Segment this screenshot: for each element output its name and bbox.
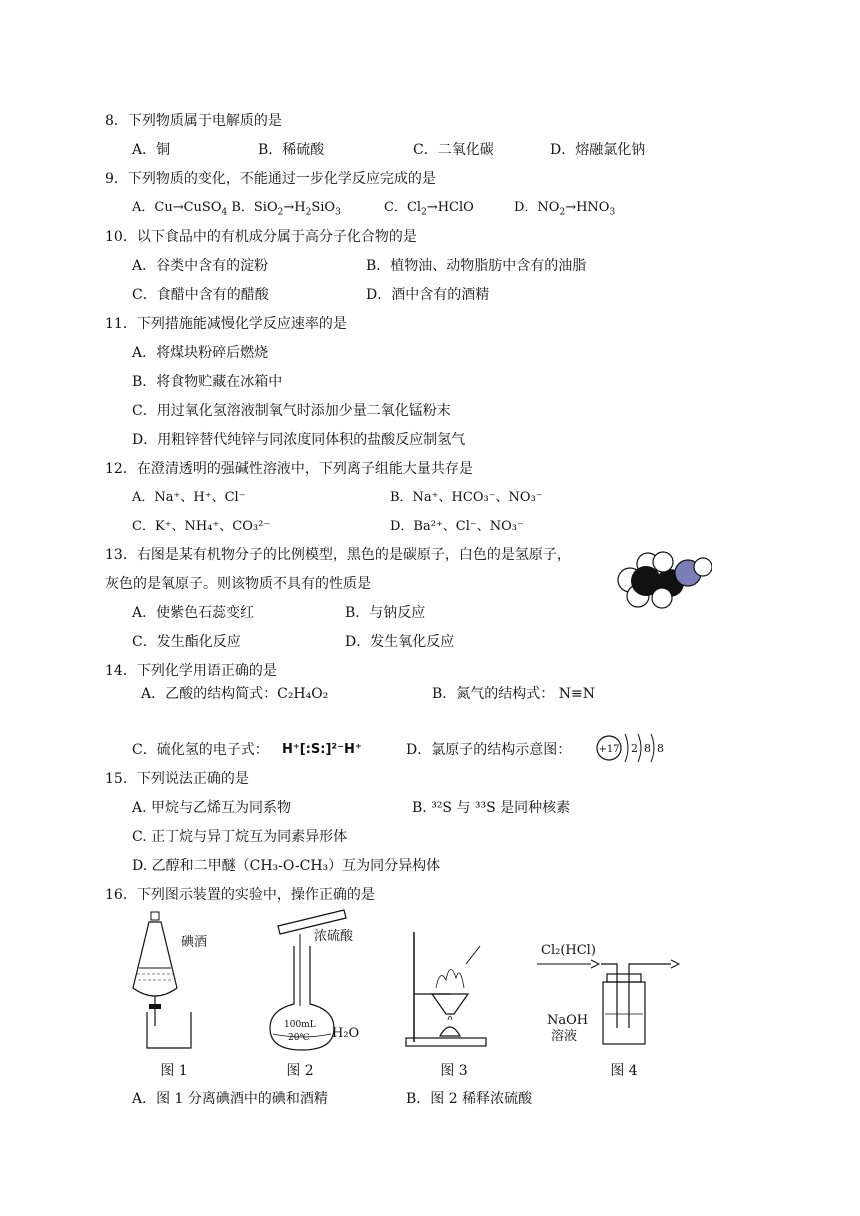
stand-base: [406, 1038, 486, 1046]
stopper: [151, 912, 159, 920]
q11-option-c: C．用过氧化氢溶液制氧气时添加少量二氧化锰粉末: [132, 403, 451, 419]
q12-stem: 12．在澄清透明的强碱性溶液中，下列离子组能大量共存是: [105, 461, 473, 477]
q12-option-c: C．K⁺、NH₄⁺、CO₃²⁻: [132, 519, 271, 534]
q13-stem-line1: 13．右图是某有机物分子的比例模型，黑色的是碳原子，白色的是氢原子，: [105, 547, 571, 563]
shell-electrons-1: 2: [631, 742, 638, 755]
q12-option-d: D．Ba²⁺、Cl⁻、NO₃⁻: [390, 519, 524, 534]
q12-option-a: A．Na⁺、H⁺、Cl⁻: [132, 490, 246, 505]
fig2-acid-label: 浓硫酸: [314, 929, 354, 944]
fig1-label: 碘酒: [181, 935, 208, 950]
evaporating-dish: [432, 994, 468, 1014]
q11-option-a: A．将煤块粉碎后燃烧: [132, 345, 269, 361]
fig2-water-label: H₂O: [332, 1026, 360, 1041]
figure-4-gas-washing-bottle: [535, 934, 685, 1054]
q16-option-a: A．图 1 分离碘酒中的碘和酒精: [132, 1091, 328, 1107]
h-atom: [653, 552, 673, 572]
q10-option-a: A．谷类中含有的淀粉: [132, 258, 269, 274]
shell-electrons-3: 8: [657, 742, 664, 755]
q8-option-c: C．二氧化碳: [413, 142, 494, 158]
fig4-solution-label-2: 溶液: [551, 1029, 578, 1044]
q13-option-a: A．使紫色石蕊变红: [132, 605, 255, 621]
q15-option-d: D. 乙醇和二甲醚（CH₃-O-CH₃）互为同分异构体: [132, 858, 441, 874]
q8-option-d: D．熔融氯化钠: [550, 142, 646, 158]
q10-option-c: C．食醋中含有的醋酸: [132, 287, 269, 303]
chlorine-atom-diagram: [594, 729, 666, 767]
outlet-arrowhead: [671, 960, 679, 968]
q16-option-b: B．图 2 稀释浓硫酸: [406, 1091, 533, 1107]
alcohol-lamp: [440, 1027, 460, 1036]
q10-stem: 10．以下食品中的有机成分属于高分子化合物的是: [105, 229, 417, 245]
q13-option-c: C．发生酯化反应: [132, 634, 241, 650]
q12-option-b: B．Na⁺、HCO₃⁻、NO₃⁻: [390, 490, 543, 505]
q8-option-a: A．铜: [132, 142, 171, 158]
stopcock: [149, 1004, 161, 1009]
q14-option-d: D．氯原子的结构示意图：: [406, 742, 572, 758]
q14-option-b: B．氮气的结构式： N≡N: [432, 686, 595, 702]
bottle-body: [603, 982, 645, 1044]
liquid-hatch: [137, 974, 173, 980]
q9-stem: 9．下列物质的变化，不能通过一步化学反应完成的是: [105, 171, 436, 187]
stirring-rod: [466, 946, 480, 964]
q13-option-d: D．发生氧化反应: [345, 634, 455, 650]
shell-electrons-2: 8: [644, 742, 651, 755]
q15-option-c: C. 正丁烷与异丁烷互为同素异形体: [132, 829, 348, 845]
vapor: [436, 969, 464, 988]
q15-stem: 15．下列说法正确的是: [105, 771, 249, 787]
q10-option-d: D．酒中含有的酒精: [366, 287, 490, 303]
q11-stem: 11．下列措施能减慢化学反应速率的是: [105, 316, 347, 332]
q11-option-b: B．将食物贮藏在冰箱中: [132, 374, 283, 390]
q8-option-b: B．稀硫酸: [258, 142, 325, 158]
h-atom: [652, 588, 672, 608]
q14-option-c: C．硫化氢的电子式：: [132, 742, 269, 758]
figure-2-volumetric-flask: [262, 906, 372, 1052]
nucleus-charge: +17: [598, 744, 620, 755]
q10-option-b: B．植物油、动物脂肪中含有的油脂: [366, 258, 587, 274]
fig4-solution-label-1: NaOH: [547, 1013, 589, 1028]
q14-option-a: A．乙酸的结构简式：C₂H₄O₂: [141, 686, 329, 702]
inlet-arrowhead: [591, 960, 599, 968]
shell-arc: [638, 734, 641, 762]
figure-3-ring-stand: [400, 924, 490, 1052]
flame: [448, 1016, 452, 1020]
q15-option-b: B. ³²S 与 ³³S 是同种核素: [412, 800, 571, 816]
q16-stem: 16．下列图示装置的实验中，操作正确的是: [105, 887, 375, 903]
outlet-bend: [629, 964, 635, 980]
q13-option-b: B．与钠反应: [345, 605, 426, 621]
beaker: [147, 1012, 191, 1048]
figure-3-caption: 图 3: [440, 1063, 468, 1079]
figure-1-caption: 图 1: [160, 1063, 188, 1079]
q11-option-d: D．用粗锌替代纯锌与同浓度同体积的盐酸反应制氢气: [132, 432, 466, 448]
figure-1-separatory-funnel: [125, 908, 225, 1050]
molecule-model-image: [608, 550, 712, 610]
q9-option-d: D．$NO_2\to HNO_3$: [514, 200, 616, 218]
fig2-flask-temp: 20℃: [288, 1033, 310, 1043]
figure-2-caption: 图 2: [286, 1063, 314, 1079]
funnel-body: [133, 922, 177, 996]
fig2-flask-volume: 100mL: [284, 1020, 316, 1030]
q8-stem: 8．下列物质属于电解质的是: [105, 113, 282, 129]
bottle-stopper: [607, 974, 641, 982]
q13-stem-line2: 灰色的是氧原子。则该物质不具有的性质是: [105, 576, 371, 592]
q9-option-a: A．Cu→CuSO$_4$ B．$SiO_2\to H_2SiO_3$: [132, 200, 341, 218]
figure-4-caption: 图 4: [610, 1063, 638, 1079]
q9-option-c: C．$Cl_2\to HClO$: [384, 200, 474, 218]
fig4-gas-label: Cl₂(HCl): [541, 943, 596, 958]
q15-option-a: A. 甲烷与乙烯互为同系物: [132, 800, 292, 816]
h-atom: [694, 558, 712, 576]
shell-arc: [625, 734, 628, 762]
q14-stem: 14．下列化学用语正确的是: [105, 663, 277, 679]
h2s-electron-formula: H⁺[:S:]²⁻H⁺: [282, 742, 362, 757]
shell-arc: [651, 734, 654, 762]
